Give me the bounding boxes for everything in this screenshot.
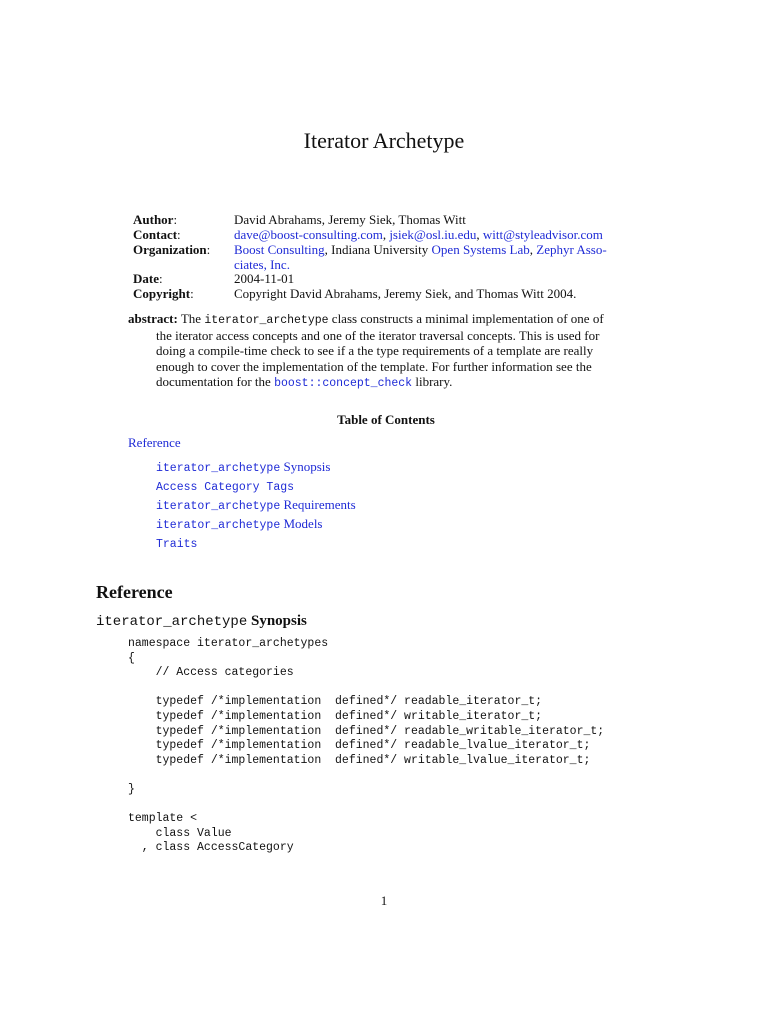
section-heading-code: iterator_archetype [96,614,248,630]
abstract-text: the iterator access concepts and one of the iterator traversal concepts. This is used for [156,328,600,344]
abstract-text: doing a compile-time check to see if a the type requirements of a template are really [156,343,594,359]
author-label: Author: [133,212,178,227]
toc-item-text: Synopsis [283,459,331,474]
toc-item-code: iterator_archetype [156,519,281,532]
contact-value: dave@boost-consulting.com, jsiek@osl.iu.edu, witt@styleadvisor.com [234,227,603,242]
organization-label: Organization: [133,242,211,257]
toc-title: Table of Contents [337,412,435,427]
abstract-label: abstract: [128,311,178,326]
abstract-text: documentation for the [156,373,271,389]
zephyr-associates-link-cont[interactable]: ciates, Inc. [234,257,290,272]
toc-item-traits[interactable] [156,535,197,552]
toc-item-code: Access Category Tags [156,481,295,494]
abstract-text: enough to cover the implementation of the template. For further information see the [156,358,592,374]
toc-reference-link[interactable]: Reference [128,435,181,450]
organization-value [234,242,644,272]
contact-label: Contact: [133,227,181,242]
abstract-text: class constructs a minimal implementation of one of [331,311,604,326]
section-heading-reference: Reference [96,582,173,602]
copyright-label: Copyright: [133,286,194,301]
abstract-code: iterator_archetype [204,314,329,327]
contact-email-link[interactable]: dave@boost-consulting.com [234,227,383,242]
author-value: David Abrahams, Jeremy Siek, Thomas Witt [234,212,466,227]
toc-item-synopsis[interactable] [156,459,330,476]
toc-item-code: iterator_archetype [156,462,281,475]
open-systems-lab-link[interactable]: Open Systems Lab [431,242,530,257]
toc-item-text: Models [283,516,323,531]
toc-item-access-category-tags[interactable] [156,478,294,495]
page-number: 1 [380,893,388,908]
toc-item-code: Traits [156,538,198,551]
contact-email-link[interactable]: jsiek@osl.iu.edu [389,227,477,242]
date-label: Date: [133,271,163,286]
boost-consulting-link[interactable]: Boost Consulting [234,242,325,257]
organization-text: , Indiana University [324,242,432,257]
document-title: Iterator Archetype [303,128,465,153]
toc-item-models[interactable] [156,516,322,533]
abstract-text: library. [415,373,453,389]
concept-check-link[interactable]: boost::concept_check [274,376,413,390]
contact-email-link[interactable]: witt@styleadvisor.com [482,227,603,242]
section-heading-text: Synopsis [250,613,307,629]
toc-item-requirements[interactable] [156,497,356,514]
abstract [128,311,640,391]
section-heading-synopsis [96,613,307,630]
date-value: 2004-11-01 [234,271,295,286]
toc-item-text: Requirements [283,497,356,512]
abstract-text: The [180,311,202,326]
toc-item-code: iterator_archetype [156,500,281,513]
organization-separator: , [529,242,537,257]
code-listing: namespace iterator_archetypes { // Access categories typedef /*implementation defined*/ readable_iterator_t; typedef /*implementation defined*/ writable_iterator_t; typedef /*implementation defined*/ readable_writable_iterator_t; typedef /*implementation defined*/ readable_lvalue_iterator_t; typedef /*implementation defined*/ writable_lvalue_iterator_t; } template < class Value , class AccessCategory [128,637,605,855]
zephyr-associates-link[interactable]: Zephyr Asso- [536,242,607,257]
copyright-value: Copyright David Abrahams, Jeremy Siek, and Thomas Witt 2004. [234,286,577,301]
